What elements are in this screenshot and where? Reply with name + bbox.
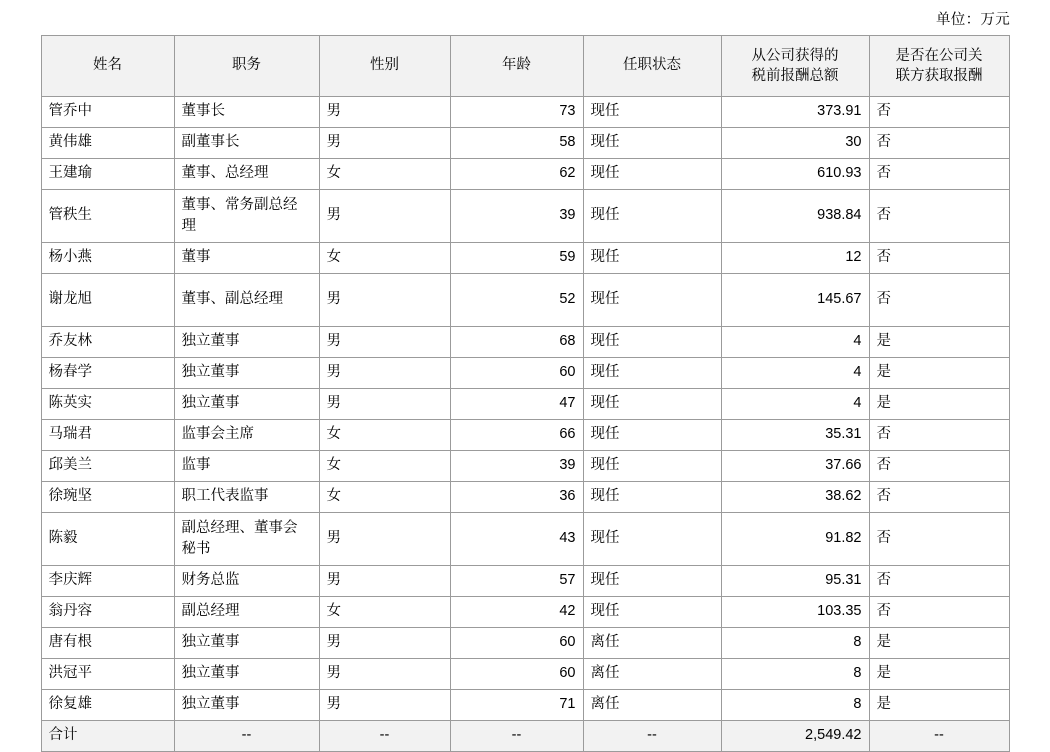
cell-name: 李庆辉 — [41, 566, 174, 597]
total-status: -- — [583, 721, 721, 752]
cell-gender: 男 — [319, 190, 450, 243]
cell-age: 43 — [450, 513, 583, 566]
cell-name: 徐复雄 — [41, 690, 174, 721]
cell-post: 董事、总经理 — [174, 159, 319, 190]
cell-post: 独立董事 — [174, 327, 319, 358]
cell-status: 现任 — [583, 358, 721, 389]
cell-gender: 女 — [319, 482, 450, 513]
cell-related-party-pay: 否 — [869, 482, 1009, 513]
table-header — [41, 36, 1009, 97]
table-row — [41, 513, 1009, 566]
cell-post: 董事长 — [174, 97, 319, 128]
cell-related-party-pay: 否 — [869, 190, 1009, 243]
cell-name: 管乔中 — [41, 97, 174, 128]
cell-status: 现任 — [583, 482, 721, 513]
cell-name: 翁丹容 — [41, 597, 174, 628]
cell-age: 52 — [450, 274, 583, 327]
cell-related-party-pay: 否 — [869, 159, 1009, 190]
cell-related-party-pay: 否 — [869, 597, 1009, 628]
cell-status: 现任 — [583, 97, 721, 128]
cell-related-party-pay: 是 — [869, 628, 1009, 659]
cell-post: 副总经理、董事会秘书 — [174, 513, 319, 566]
cell-related-party-pay: 是 — [869, 389, 1009, 420]
cell-age: 59 — [450, 243, 583, 274]
total-related-party-pay: -- — [869, 721, 1009, 752]
executive-compensation-table — [41, 35, 1010, 752]
cell-age: 73 — [450, 97, 583, 128]
cell-name: 黄伟雄 — [41, 128, 174, 159]
cell-gender: 男 — [319, 628, 450, 659]
cell-status: 离任 — [583, 690, 721, 721]
cell-pretax-pay: 8 — [721, 628, 869, 659]
cell-gender: 女 — [319, 597, 450, 628]
table-row — [41, 690, 1009, 721]
cell-gender: 女 — [319, 451, 450, 482]
total-age: -- — [450, 721, 583, 752]
column-header-age: 年龄 — [450, 36, 583, 97]
cell-pretax-pay: 30 — [721, 128, 869, 159]
cell-age: 71 — [450, 690, 583, 721]
table-body — [41, 97, 1009, 752]
table-row — [41, 597, 1009, 628]
cell-gender: 女 — [319, 243, 450, 274]
table-row — [41, 566, 1009, 597]
cell-pretax-pay: 4 — [721, 358, 869, 389]
table-row — [41, 190, 1009, 243]
cell-name: 唐有根 — [41, 628, 174, 659]
cell-age: 47 — [450, 389, 583, 420]
cell-status: 现任 — [583, 190, 721, 243]
cell-post: 副总经理 — [174, 597, 319, 628]
cell-related-party-pay: 是 — [869, 690, 1009, 721]
column-header-gender: 性别 — [319, 36, 450, 97]
table-row — [41, 358, 1009, 389]
cell-gender: 男 — [319, 128, 450, 159]
table-row — [41, 243, 1009, 274]
cell-gender: 女 — [319, 420, 450, 451]
cell-related-party-pay: 否 — [869, 243, 1009, 274]
cell-pretax-pay: 95.31 — [721, 566, 869, 597]
cell-pretax-pay: 4 — [721, 327, 869, 358]
unit-note: 单位：万元 — [936, 12, 1010, 28]
cell-related-party-pay: 是 — [869, 358, 1009, 389]
cell-name: 谢龙旭 — [41, 274, 174, 327]
total-label: 合计 — [41, 721, 174, 752]
column-header-pretax-pay — [721, 36, 869, 97]
cell-related-party-pay: 否 — [869, 128, 1009, 159]
cell-gender: 男 — [319, 327, 450, 358]
cell-post: 董事、常务副总经理 — [174, 190, 319, 243]
cell-related-party-pay: 否 — [869, 97, 1009, 128]
table-header-row — [41, 36, 1009, 97]
cell-status: 现任 — [583, 274, 721, 327]
cell-age: 66 — [450, 420, 583, 451]
cell-pretax-pay: 8 — [721, 659, 869, 690]
cell-gender: 男 — [319, 389, 450, 420]
cell-pretax-pay: 145.67 — [721, 274, 869, 327]
cell-name: 邱美兰 — [41, 451, 174, 482]
table-row — [41, 97, 1009, 128]
cell-post: 职工代表监事 — [174, 482, 319, 513]
cell-gender: 男 — [319, 274, 450, 327]
cell-related-party-pay: 是 — [869, 327, 1009, 358]
cell-status: 离任 — [583, 628, 721, 659]
cell-related-party-pay: 否 — [869, 513, 1009, 566]
column-header-post: 职务 — [174, 36, 319, 97]
cell-status: 现任 — [583, 566, 721, 597]
total-post: -- — [174, 721, 319, 752]
cell-age: 60 — [450, 659, 583, 690]
table-row — [41, 389, 1009, 420]
cell-status: 现任 — [583, 420, 721, 451]
column-header-pretax-pay-line2: 税前报酬总额 — [751, 68, 839, 84]
cell-related-party-pay: 否 — [869, 420, 1009, 451]
table-row — [41, 659, 1009, 690]
column-header-pretax-pay-line1: 从公司获得的 — [751, 47, 839, 64]
column-header-related-party-pay-line1: 是否在公司关 — [895, 47, 983, 64]
cell-status: 现任 — [583, 597, 721, 628]
table-row — [41, 628, 1009, 659]
cell-pretax-pay: 610.93 — [721, 159, 869, 190]
cell-post: 独立董事 — [174, 690, 319, 721]
column-header-status: 任职状态 — [583, 36, 721, 97]
cell-name: 管秩生 — [41, 190, 174, 243]
cell-pretax-pay: 37.66 — [721, 451, 869, 482]
table-row — [41, 451, 1009, 482]
cell-status: 离任 — [583, 659, 721, 690]
cell-pretax-pay: 91.82 — [721, 513, 869, 566]
cell-post: 独立董事 — [174, 389, 319, 420]
cell-status: 现任 — [583, 128, 721, 159]
column-header-related-party-pay — [869, 36, 1009, 97]
cell-post: 董事、副总经理 — [174, 274, 319, 327]
cell-status: 现任 — [583, 159, 721, 190]
cell-age: 68 — [450, 327, 583, 358]
cell-name: 陈英实 — [41, 389, 174, 420]
cell-age: 62 — [450, 159, 583, 190]
column-header-name: 姓名 — [41, 36, 174, 97]
cell-status: 现任 — [583, 451, 721, 482]
cell-age: 60 — [450, 358, 583, 389]
cell-pretax-pay: 38.62 — [721, 482, 869, 513]
cell-age: 57 — [450, 566, 583, 597]
cell-status: 现任 — [583, 243, 721, 274]
table-total-row — [41, 721, 1009, 752]
cell-post: 副董事长 — [174, 128, 319, 159]
cell-pretax-pay: 12 — [721, 243, 869, 274]
table-row — [41, 327, 1009, 358]
cell-name: 徐琬坚 — [41, 482, 174, 513]
cell-post: 监事会主席 — [174, 420, 319, 451]
cell-name: 陈毅 — [41, 513, 174, 566]
table-row — [41, 482, 1009, 513]
cell-name: 马瑞君 — [41, 420, 174, 451]
cell-pretax-pay: 373.91 — [721, 97, 869, 128]
cell-gender: 女 — [319, 159, 450, 190]
cell-post: 独立董事 — [174, 659, 319, 690]
cell-gender: 男 — [319, 97, 450, 128]
cell-post: 独立董事 — [174, 628, 319, 659]
cell-name: 杨小燕 — [41, 243, 174, 274]
cell-pretax-pay: 4 — [721, 389, 869, 420]
cell-age: 39 — [450, 190, 583, 243]
cell-pretax-pay: 103.35 — [721, 597, 869, 628]
cell-gender: 男 — [319, 358, 450, 389]
cell-age: 39 — [450, 451, 583, 482]
cell-name: 王建瑜 — [41, 159, 174, 190]
cell-name: 洪冠平 — [41, 659, 174, 690]
cell-gender: 男 — [319, 513, 450, 566]
total-gender: -- — [319, 721, 450, 752]
cell-post: 财务总监 — [174, 566, 319, 597]
total-pretax-pay: 2,549.42 — [721, 721, 869, 752]
cell-status: 现任 — [583, 513, 721, 566]
cell-gender: 男 — [319, 690, 450, 721]
cell-post: 独立董事 — [174, 358, 319, 389]
cell-related-party-pay: 否 — [869, 566, 1009, 597]
cell-age: 42 — [450, 597, 583, 628]
cell-status: 现任 — [583, 389, 721, 420]
cell-age: 36 — [450, 482, 583, 513]
table-row — [41, 420, 1009, 451]
column-header-related-party-pay-line2: 联方获取报酬 — [895, 68, 983, 84]
cell-related-party-pay: 否 — [869, 451, 1009, 482]
cell-pretax-pay: 938.84 — [721, 190, 869, 243]
cell-post: 监事 — [174, 451, 319, 482]
cell-gender: 男 — [319, 566, 450, 597]
cell-related-party-pay: 是 — [869, 659, 1009, 690]
cell-gender: 男 — [319, 659, 450, 690]
cell-pretax-pay: 35.31 — [721, 420, 869, 451]
cell-age: 58 — [450, 128, 583, 159]
cell-related-party-pay: 否 — [869, 274, 1009, 327]
cell-name: 乔友林 — [41, 327, 174, 358]
table-row — [41, 159, 1009, 190]
cell-post: 董事 — [174, 243, 319, 274]
cell-name: 杨春学 — [41, 358, 174, 389]
cell-pretax-pay: 8 — [721, 690, 869, 721]
table-row — [41, 128, 1009, 159]
cell-age: 60 — [450, 628, 583, 659]
table-row — [41, 274, 1009, 327]
cell-status: 现任 — [583, 327, 721, 358]
